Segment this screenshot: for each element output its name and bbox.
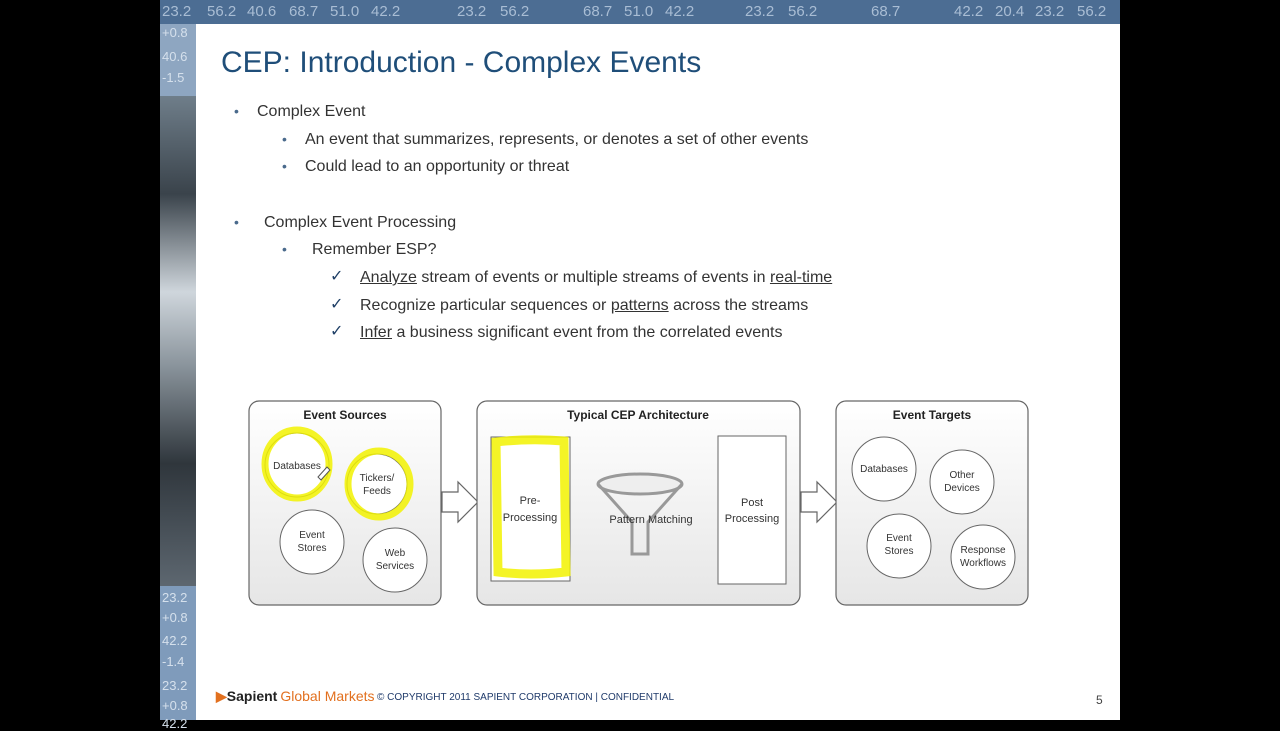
web-services-node (363, 528, 427, 592)
ticker-value: 23.2 (162, 3, 192, 20)
infer-text: a business significant event from the correlated events (392, 324, 783, 341)
ticker-value: 51.0 (624, 3, 654, 20)
ticker-value: 23.2 (1035, 3, 1065, 20)
bullet-complex-event: Complex Event (257, 103, 366, 120)
patterns-term: patterns (610, 297, 669, 314)
bullet-dot: • (234, 103, 239, 119)
target-event-stores-label-2: Stores (884, 546, 914, 557)
target-event-stores-label-1: Event (886, 533, 912, 544)
recognize-text-end: across the streams (668, 297, 809, 314)
ticker-band (160, 0, 1120, 24)
event-stores-label-2: Stores (297, 543, 327, 554)
response-workflows-label-1: Response (960, 545, 1006, 556)
bullet-remember-esp: Remember ESP? (312, 241, 437, 258)
slide-title: CEP: Introduction - Complex Events (221, 46, 702, 79)
check-item-infer (360, 324, 782, 342)
analyze-text: stream of events or multiple streams of events in (416, 269, 770, 286)
ticker-value: 68.7 (289, 3, 319, 20)
cep-architecture-title: Typical CEP Architecture (567, 408, 709, 422)
cep-architecture-panel (477, 401, 800, 605)
ticker-value: 56.2 (500, 3, 530, 20)
ticker-value: 68.7 (583, 3, 613, 20)
side-ticker-value: +0.8 (162, 698, 188, 713)
logo-global-markets: Global Markets (280, 688, 375, 704)
ticker-value: 23.2 (457, 3, 487, 20)
event-targets-title: Event Targets (892, 408, 972, 422)
response-workflows-label-2: Workflows (960, 558, 1006, 569)
ticker-value: 68.7 (871, 3, 901, 20)
page-number: 5 (1096, 693, 1103, 707)
side-ticker-value: 23.2 (162, 678, 188, 693)
pre-processing-label-2: Processing (502, 512, 558, 524)
post-processing-box (718, 436, 786, 584)
bullet-summarizes: An event that summarizes, represents, or denotes a set of other events (305, 131, 809, 148)
pattern-matching-label: Pattern Matching (609, 514, 693, 526)
ticker-value: 42.2 (665, 3, 695, 20)
check-icon: ✓ (330, 296, 344, 313)
target-databases-label: Databases (860, 464, 908, 475)
footer-copyright: © COPYRIGHT 2011 SAPIENT CORPORATION | CONFIDENTIAL (377, 692, 675, 703)
side-ticker-value: +0.8 (162, 25, 188, 40)
web-services-label-1: Web (384, 548, 406, 559)
pre-processing-label-1: Pre- (519, 495, 541, 507)
arrow-sources-to-cep (442, 482, 478, 522)
event-sources-title: Event Sources (303, 408, 387, 422)
recognize-text: Recognize particular sequences or (360, 297, 611, 314)
side-ticker-value: +0.8 (162, 610, 188, 625)
tickers-label-1: Tickers/ (359, 473, 395, 484)
bullet-opportunity: Could lead to an opportunity or threat (305, 158, 570, 175)
cep-diagram (160, 380, 1120, 620)
other-devices-label-1: Other (949, 470, 975, 481)
tickers-label-2: Feeds (363, 486, 391, 497)
event-sources-panel (249, 401, 441, 605)
ticker-value: 20.4 (995, 3, 1025, 20)
check-item-analyze (360, 269, 832, 287)
event-stores-label-1: Event (299, 530, 325, 541)
check-icon: ✓ (330, 323, 344, 340)
slide (160, 0, 1120, 731)
bullet-dot: • (282, 241, 287, 257)
ticker-value: 56.2 (788, 3, 818, 20)
ticker-value: 23.2 (745, 3, 775, 20)
bullet-dot: • (282, 131, 287, 147)
check-icon: ✓ (330, 268, 344, 285)
ticker-value: 51.0 (330, 3, 360, 20)
analyze-term: Analyze (360, 269, 417, 286)
side-ticker-value: 42.2 (162, 633, 188, 648)
check-item-recognize (360, 297, 808, 315)
databases-label: Databases (273, 461, 321, 472)
web-services-label-2: Services (375, 561, 415, 572)
infer-term: Infer (360, 324, 393, 341)
event-targets-panel (836, 401, 1028, 605)
ticker-value: 56.2 (207, 3, 237, 20)
other-devices-label-2: Devices (944, 483, 980, 494)
side-ticker-top (160, 24, 196, 96)
ticker-value: 42.2 (954, 3, 984, 20)
response-workflows-node (951, 525, 1015, 589)
sapient-logo (216, 688, 375, 705)
logo-sapient: Sapient (226, 688, 278, 704)
real-time-term: real-time (769, 269, 833, 286)
bullet-dot: • (282, 158, 287, 174)
ticker-value: 42.2 (371, 3, 401, 20)
side-ticker-value: -1.5 (162, 70, 185, 85)
bullet-dot: • (234, 214, 239, 230)
side-ticker-value: -1.4 (162, 654, 185, 669)
arrow-cep-to-targets (801, 482, 837, 522)
post-processing-label-2: Processing (724, 513, 780, 525)
bullet-cep: Complex Event Processing (264, 214, 457, 231)
other-devices-node (930, 450, 994, 514)
ticker-value: 40.6 (247, 3, 277, 20)
ticker-value: 56.2 (1077, 3, 1107, 20)
logo-mark-icon: ▶ (216, 688, 227, 704)
side-ticker-value: 40.6 (162, 49, 188, 64)
side-ticker-value: 42.2 (162, 716, 188, 731)
post-processing-label-1: Post (740, 497, 764, 509)
side-ticker-value: 23.2 (162, 590, 188, 605)
pre-processing-box (491, 437, 570, 581)
event-stores-node (280, 510, 344, 574)
